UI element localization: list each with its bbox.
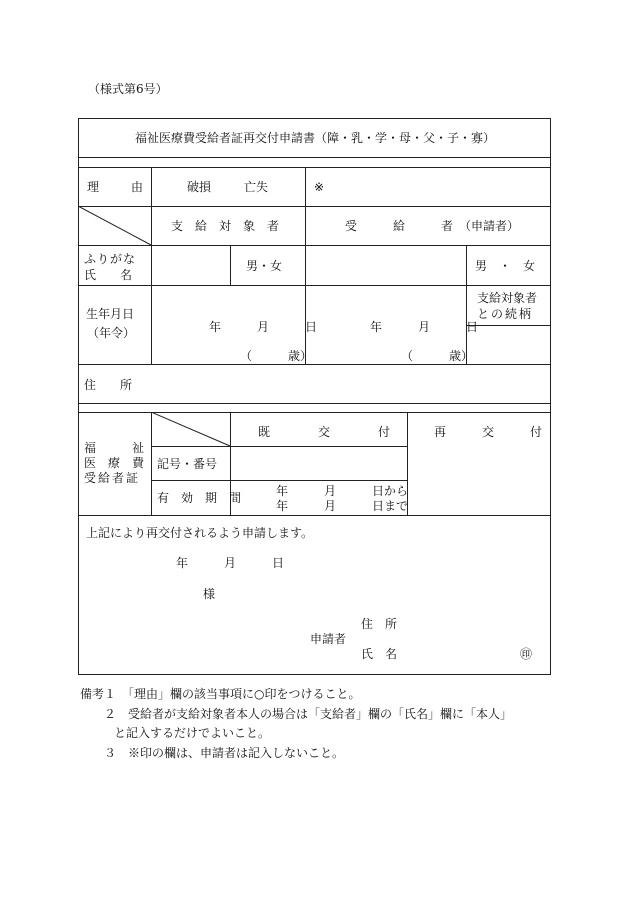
subject-birth-date[interactable]: 年 月 日 (209, 320, 318, 334)
rule (466, 245, 467, 364)
address-label: 住 所 (84, 378, 133, 392)
subject-age[interactable]: （ 歳） (240, 349, 313, 363)
relation-label: 支給対象者 (477, 291, 538, 305)
diagonal-line (151, 412, 231, 447)
subject-header: 支 給 対 象 者 (171, 219, 280, 233)
birth-label: 生年月日 (86, 307, 135, 321)
application-form-table (78, 118, 551, 675)
certificate-label: 医 療 費 (84, 456, 145, 470)
note-3: ３ ※印の欄は、申請者は記入しないこと。 (104, 746, 345, 760)
rule (305, 206, 306, 364)
rule (78, 515, 551, 516)
recipient-sex[interactable]: 男 ・ 女 (475, 259, 536, 273)
note-2: ２ 受給者が支給対象者本人の場合は「支給者」欄の「氏名」欄に「本人」 (104, 707, 513, 721)
declaration-text: 上記により再交付されるよう申請します。 (86, 526, 314, 540)
applicant-label: 申請者 (310, 632, 347, 646)
rule (78, 412, 551, 413)
seal-mark: ㊞ (520, 647, 533, 661)
validity-label: 有 効 期 間 (157, 491, 242, 505)
relation-label: との続柄 (477, 307, 534, 321)
rule (151, 480, 407, 481)
note-1: 備考１ 「理由」欄の該当事項に○印をつけること。 (80, 687, 361, 701)
diagonal-line (78, 206, 152, 246)
reason-option-lost[interactable]: 亡失 (244, 180, 269, 194)
reason-option-damage[interactable]: 破損 (187, 180, 212, 194)
office-use-mark: ※ (314, 180, 325, 194)
form-number: （様式第6号） (88, 82, 168, 96)
applicant-name-label: 氏 名 (361, 647, 398, 661)
rule (78, 285, 551, 286)
applicant-address-label: 住 所 (361, 617, 398, 631)
reissue-header: 再 交 付 (434, 425, 543, 439)
subject-sex[interactable]: 男・女 (246, 259, 283, 273)
validity-to[interactable]: 年 月 日まで (276, 499, 409, 513)
certificate-label: 受給者証 (84, 471, 141, 485)
reason-label: 由 (131, 180, 144, 194)
recipient-birth-date[interactable]: 年 月 日 (370, 320, 479, 334)
furigana-label: ふりがな (84, 252, 137, 266)
recipient-header: 受 給 者 （申請者） (345, 219, 520, 233)
age-label: （年令） (87, 326, 136, 340)
reason-label: 理 (87, 180, 100, 194)
rule (78, 403, 551, 404)
rule (78, 364, 551, 365)
addressee-suffix: 様 (203, 587, 216, 601)
rule (230, 245, 231, 285)
rule (78, 157, 551, 158)
form-title: 福祉医療費受給者証再交付申請書（障・乳・学・母・父・子・寡） (134, 131, 495, 145)
existing-issue-header: 既 交 付 (258, 425, 391, 439)
recipient-age[interactable]: （ 歳） (401, 349, 474, 363)
rule (305, 167, 306, 206)
name-label: 氏 名 (84, 268, 133, 282)
application-date[interactable]: 年 月 日 (176, 556, 285, 570)
validity-from[interactable]: 年 月 日から (276, 484, 409, 498)
number-label: 記号・番号 (157, 457, 218, 471)
rule (151, 167, 152, 206)
note-2-continued: と記入するだけでよいこと。 (114, 726, 271, 740)
rule (466, 325, 551, 326)
certificate-label: 福 祉 (84, 441, 145, 455)
rule (78, 167, 551, 168)
